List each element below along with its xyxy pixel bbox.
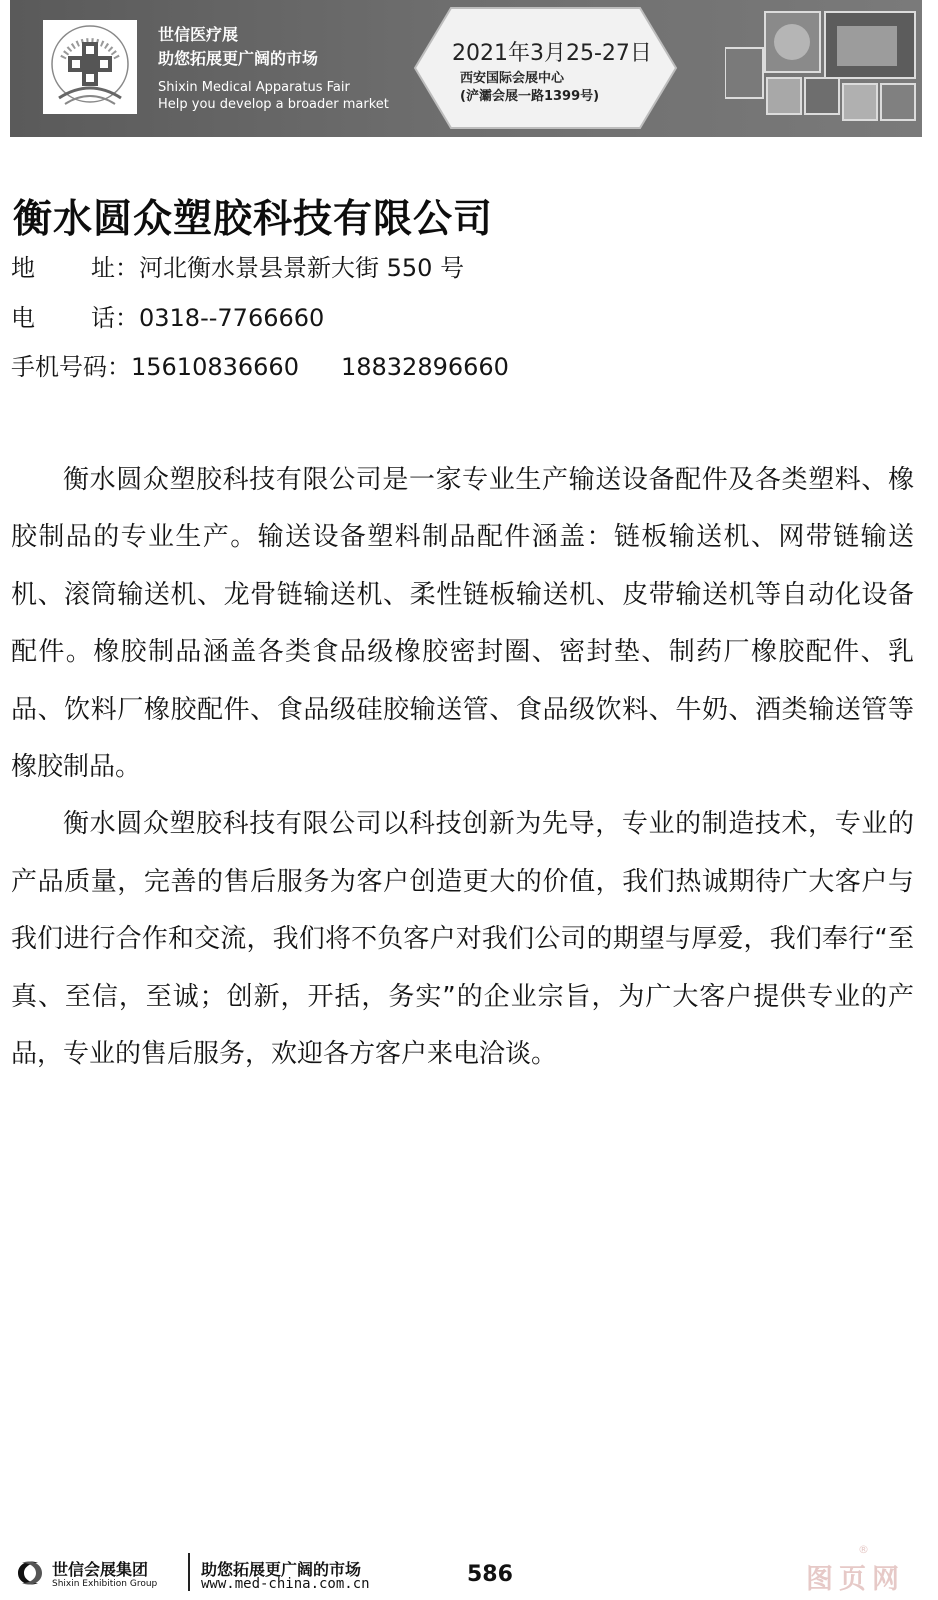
mobile-row (11, 347, 509, 382)
description-paragraph-1: 衡水圆众塑胶科技有限公司是一家专业生产输送设备配件及各类塑料、橡胶制品的专业生产。输送设备塑料制品配件涵盖：链板输送机、网带链输送机、滚筒输送机、龙骨链输送机、柔性链板输送机、皮带输送机等自动化设备配件。橡胶制品涵盖各类食品级橡胶密封圈、密封垫、制药厂橡胶配件、乳品、饮料厂橡胶配件、食品级硅胶输送管、食品级饮料、牛奶、酒类输送管等橡胶制品。 (11, 465, 914, 783)
banner-title-en: Shixin Medical Apparatus Fair (158, 80, 350, 95)
fair-logo (43, 20, 137, 114)
fair-venue-address: (浐灞会展一路1399号) (460, 89, 600, 104)
footer-group-name: 世信会展集团 (52, 1560, 149, 1579)
footer-group-name-en: Shixin Exhibition Group (52, 1579, 158, 1589)
phone-label-2: 话： (91, 304, 139, 332)
description-paragraph-2: 衡水圆众塑胶科技有限公司以科技创新为先导，专业的制造技术，专业的产品质量，完善的售后服务为客户创造更大的价值，我们热诚期待广大客户与我们进行合作和交流，我们将不负客户对我们公司的期望与厚爱，我们奉行“至真、至信，至诚；创新，开括，务实”的企业宗旨，为广大客户提供专业的产品，专业的售后服务，欢迎各方客户来电洽谈。 (11, 809, 914, 1070)
company-name: 衡水圆众塑胶科技有限公司 (13, 197, 494, 242)
banner-slogan-cn: 助您拓展更广阔的市场 (158, 49, 319, 68)
page-number: 586 (467, 1562, 513, 1587)
shixin-group-logo-icon (12, 1555, 48, 1591)
phone-label-1: 电 (11, 304, 35, 332)
watermark-registered-mark: ® (858, 1543, 869, 1556)
medical-cross-logo-icon (43, 20, 137, 114)
mobile-label: 手机号码： (11, 353, 131, 381)
mobile-value-2: 18832896660 (340, 353, 509, 381)
header-banner (10, 0, 922, 137)
banner-slogan-en: Help you develop a broader market (158, 97, 389, 112)
address-row (11, 248, 464, 283)
address-value: 河北衡水景县景新大街 550 号 (139, 254, 465, 282)
fair-venue: 西安国际会展中心 (460, 71, 565, 86)
fair-date: 2021年3月25-27日 (452, 41, 652, 66)
footer-slogan: 助您拓展更广阔的市场 (201, 1560, 362, 1579)
watermark-text: 图页网 (806, 1564, 905, 1595)
address-label-2: 址： (91, 254, 139, 282)
phone-value: 0318--7766660 (139, 304, 325, 332)
mobile-value-1: 15610836660 (131, 353, 299, 381)
equipment-photos-collage (725, 8, 920, 130)
company-description (11, 452, 914, 1083)
address-label-1: 地 (11, 254, 35, 282)
footer-website: www.med-china.com.cn (201, 1576, 370, 1592)
footer-divider (188, 1553, 190, 1591)
phone-row (11, 298, 324, 333)
banner-title-cn: 世信医疗展 (158, 25, 239, 44)
